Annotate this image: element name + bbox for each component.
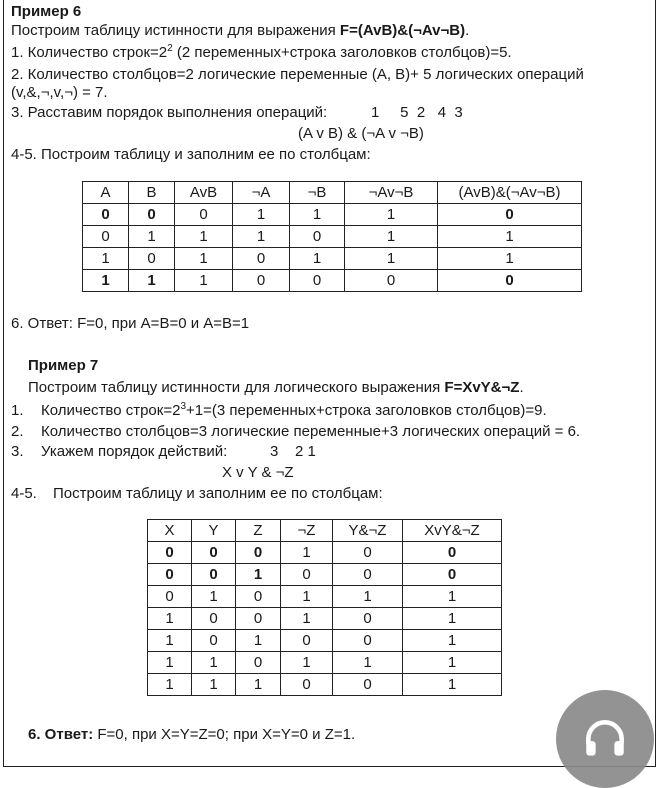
- table-cell: 1: [236, 564, 281, 586]
- table-cell: 1: [281, 652, 333, 674]
- ex7-step1-rest: +1=(3 переменных+строка заголовков столбцов)=9.: [186, 402, 547, 419]
- table-cell: 0: [333, 564, 403, 586]
- table-cell: 1: [345, 248, 438, 270]
- table-cell: 1: [290, 204, 345, 226]
- table-cell: 1: [403, 608, 502, 630]
- table-cell: 0: [333, 674, 403, 696]
- table-row: [148, 586, 502, 608]
- ex7-intro-text: Построим таблицу истинности для логического выражения: [28, 379, 445, 396]
- ex7-step1: [41, 402, 547, 420]
- table-cell: 1: [192, 674, 236, 696]
- table-cell: 0: [83, 204, 129, 226]
- ex7-intro: [28, 379, 524, 397]
- table-cell: 0: [438, 270, 582, 292]
- header-cell: AvB: [175, 182, 233, 204]
- table-cell: 1: [236, 674, 281, 696]
- table-row: [148, 674, 502, 696]
- ex7-step2-num: 2.: [11, 423, 24, 440]
- ex6-expression: (A v B) & (¬A v ¬B): [298, 125, 424, 142]
- table-cell: 0: [281, 630, 333, 652]
- ex7-title: Пример 7: [28, 357, 99, 374]
- table-cell: 0: [281, 674, 333, 696]
- table-cell: 1: [438, 226, 582, 248]
- header-cell: Y&¬Z: [333, 520, 403, 542]
- table-row: [148, 608, 502, 630]
- table-cell: 0: [438, 204, 582, 226]
- table-cell: 0: [236, 542, 281, 564]
- table-header-row: [148, 520, 502, 542]
- table-cell: 1: [175, 270, 233, 292]
- table-cell: 0: [236, 652, 281, 674]
- table-cell: 1: [83, 248, 129, 270]
- header-cell: Z: [236, 520, 281, 542]
- table-cell: 0: [192, 630, 236, 652]
- ex7-step45: Построим таблицу и заполним ее по столбцам:: [53, 485, 383, 502]
- ex6-title: Пример 6: [11, 3, 82, 20]
- ex6-step3: 3. Расставим порядок выполнения операций:: [11, 104, 328, 121]
- ex6-step2b: (v,&,¬,v,¬) = 7.: [11, 84, 108, 101]
- header-cell: ¬A: [233, 182, 290, 204]
- ex7-formula: F=XvY&¬Z: [444, 379, 520, 396]
- table-cell: 0: [333, 608, 403, 630]
- ex7-answer-label: 6. Ответ:: [28, 726, 94, 743]
- table-cell: 1: [148, 674, 192, 696]
- ex7-answer: [28, 726, 355, 744]
- table-cell: 1: [403, 630, 502, 652]
- header-cell: XvY&¬Z: [403, 520, 502, 542]
- table-cell: 1: [236, 630, 281, 652]
- ex6-step2a: 2. Количество столбцов=2 логические переменные (A, B)+ 5 логических операций: [11, 66, 584, 83]
- table-cell: 0: [233, 248, 290, 270]
- ex7-step3-num: 3.: [11, 443, 24, 460]
- table-cell: 0: [290, 226, 345, 248]
- header-cell: ¬Av¬B: [345, 182, 438, 204]
- table-row: [83, 270, 582, 292]
- ex6-intro-end: .: [465, 22, 470, 39]
- table-row: [148, 630, 502, 652]
- table-row: [83, 248, 582, 270]
- table-cell: 1: [333, 652, 403, 674]
- table-cell: 0: [403, 564, 502, 586]
- table-cell: 1: [148, 608, 192, 630]
- ex6-intro: [11, 22, 469, 40]
- table-row: [83, 204, 582, 226]
- table-cell: 0: [333, 542, 403, 564]
- table-cell: 0: [129, 204, 175, 226]
- table-cell: 1: [175, 226, 233, 248]
- table-cell: 1: [281, 586, 333, 608]
- table-cell: 0: [175, 204, 233, 226]
- table-cell: 0: [281, 564, 333, 586]
- table-cell: 0: [192, 564, 236, 586]
- table-cell: 0: [192, 608, 236, 630]
- header-cell: X: [148, 520, 192, 542]
- ex7-step1-sup: 3: [180, 401, 187, 412]
- audio-fab-button[interactable]: [556, 690, 654, 788]
- header-cell: A: [83, 182, 129, 204]
- ex6-intro-text: Построим таблицу истинности для выражения: [11, 22, 340, 39]
- table-row: [148, 542, 502, 564]
- table-row: [148, 652, 502, 674]
- table-header-row: [83, 182, 582, 204]
- ex7-intro-end: .: [519, 379, 524, 396]
- table-cell: 0: [192, 542, 236, 564]
- table-cell: 1: [233, 204, 290, 226]
- ex6-order: 1 5 2 4 3: [371, 104, 463, 121]
- table-cell: 1: [345, 204, 438, 226]
- ex7-order: 3 2 1: [270, 443, 316, 460]
- table-cell: 1: [333, 586, 403, 608]
- ex7-truth-table: [147, 519, 502, 696]
- ex6-step1: [11, 44, 512, 62]
- table-cell: 1: [403, 674, 502, 696]
- header-cell: ¬B: [290, 182, 345, 204]
- table-cell: 1: [175, 248, 233, 270]
- header-cell: Y: [192, 520, 236, 542]
- table-cell: 0: [333, 630, 403, 652]
- ex7-answer-text: F=0, при X=Y=Z=0; при X=Y=0 и Z=1.: [93, 726, 356, 743]
- ex6-formula: F=(AvB)&(¬Av¬B): [339, 22, 466, 39]
- table-cell: 1: [192, 652, 236, 674]
- table-cell: 1: [438, 248, 582, 270]
- ex7-step45-num: 4-5.: [11, 485, 37, 502]
- table-cell: 1: [83, 270, 129, 292]
- table-cell: 0: [403, 542, 502, 564]
- header-cell: B: [129, 182, 175, 204]
- table-row: [148, 564, 502, 586]
- table-cell: 0: [129, 248, 175, 270]
- table-cell: 1: [233, 226, 290, 248]
- table-cell: 1: [403, 652, 502, 674]
- ex6-truth-table: [82, 181, 582, 292]
- table-cell: 0: [290, 270, 345, 292]
- table-cell: 1: [129, 270, 175, 292]
- table-cell: 1: [281, 608, 333, 630]
- header-cell: (AvB)&(¬Av¬B): [438, 182, 582, 204]
- table-cell: 0: [236, 586, 281, 608]
- table-cell: 0: [345, 270, 438, 292]
- ex7-step1-num: 1.: [11, 402, 24, 419]
- table-cell: 1: [192, 586, 236, 608]
- table-cell: 1: [129, 226, 175, 248]
- table-cell: 1: [403, 586, 502, 608]
- ex6-step1-sup: 2: [167, 43, 173, 54]
- table-cell: 0: [233, 270, 290, 292]
- ex6-answer: 6. Ответ: F=0, при A=B=0 и A=B=1: [11, 315, 250, 332]
- table-cell: 1: [345, 226, 438, 248]
- ex6-step45: 4-5. Построим таблицу и заполним ее по столбцам:: [11, 146, 371, 163]
- ex7-step2: Количество столбцов=3 логические переменные+3 логических операций = 6.: [41, 423, 581, 440]
- headphones-icon: [580, 714, 630, 764]
- table-row: [83, 226, 582, 248]
- table-cell: 1: [281, 542, 333, 564]
- table-cell: 0: [236, 608, 281, 630]
- table-cell: 0: [83, 226, 129, 248]
- ex6-step1-text: 1. Количество строк=2: [11, 44, 168, 61]
- ex7-step3: Укажем порядок действий:: [41, 443, 228, 460]
- ex6-step1-rest: (2 переменных+строка заголовков столбцов)=5.: [172, 44, 512, 61]
- table-cell: 0: [148, 542, 192, 564]
- table-cell: 0: [148, 586, 192, 608]
- table-cell: 0: [148, 564, 192, 586]
- ex7-step1-text: Количество строк=2: [41, 402, 181, 419]
- table-cell: 1: [290, 248, 345, 270]
- table-cell: 1: [148, 652, 192, 674]
- table-cell: 1: [148, 630, 192, 652]
- header-cell: ¬Z: [281, 520, 333, 542]
- ex7-expression: X v Y & ¬Z: [222, 464, 294, 481]
